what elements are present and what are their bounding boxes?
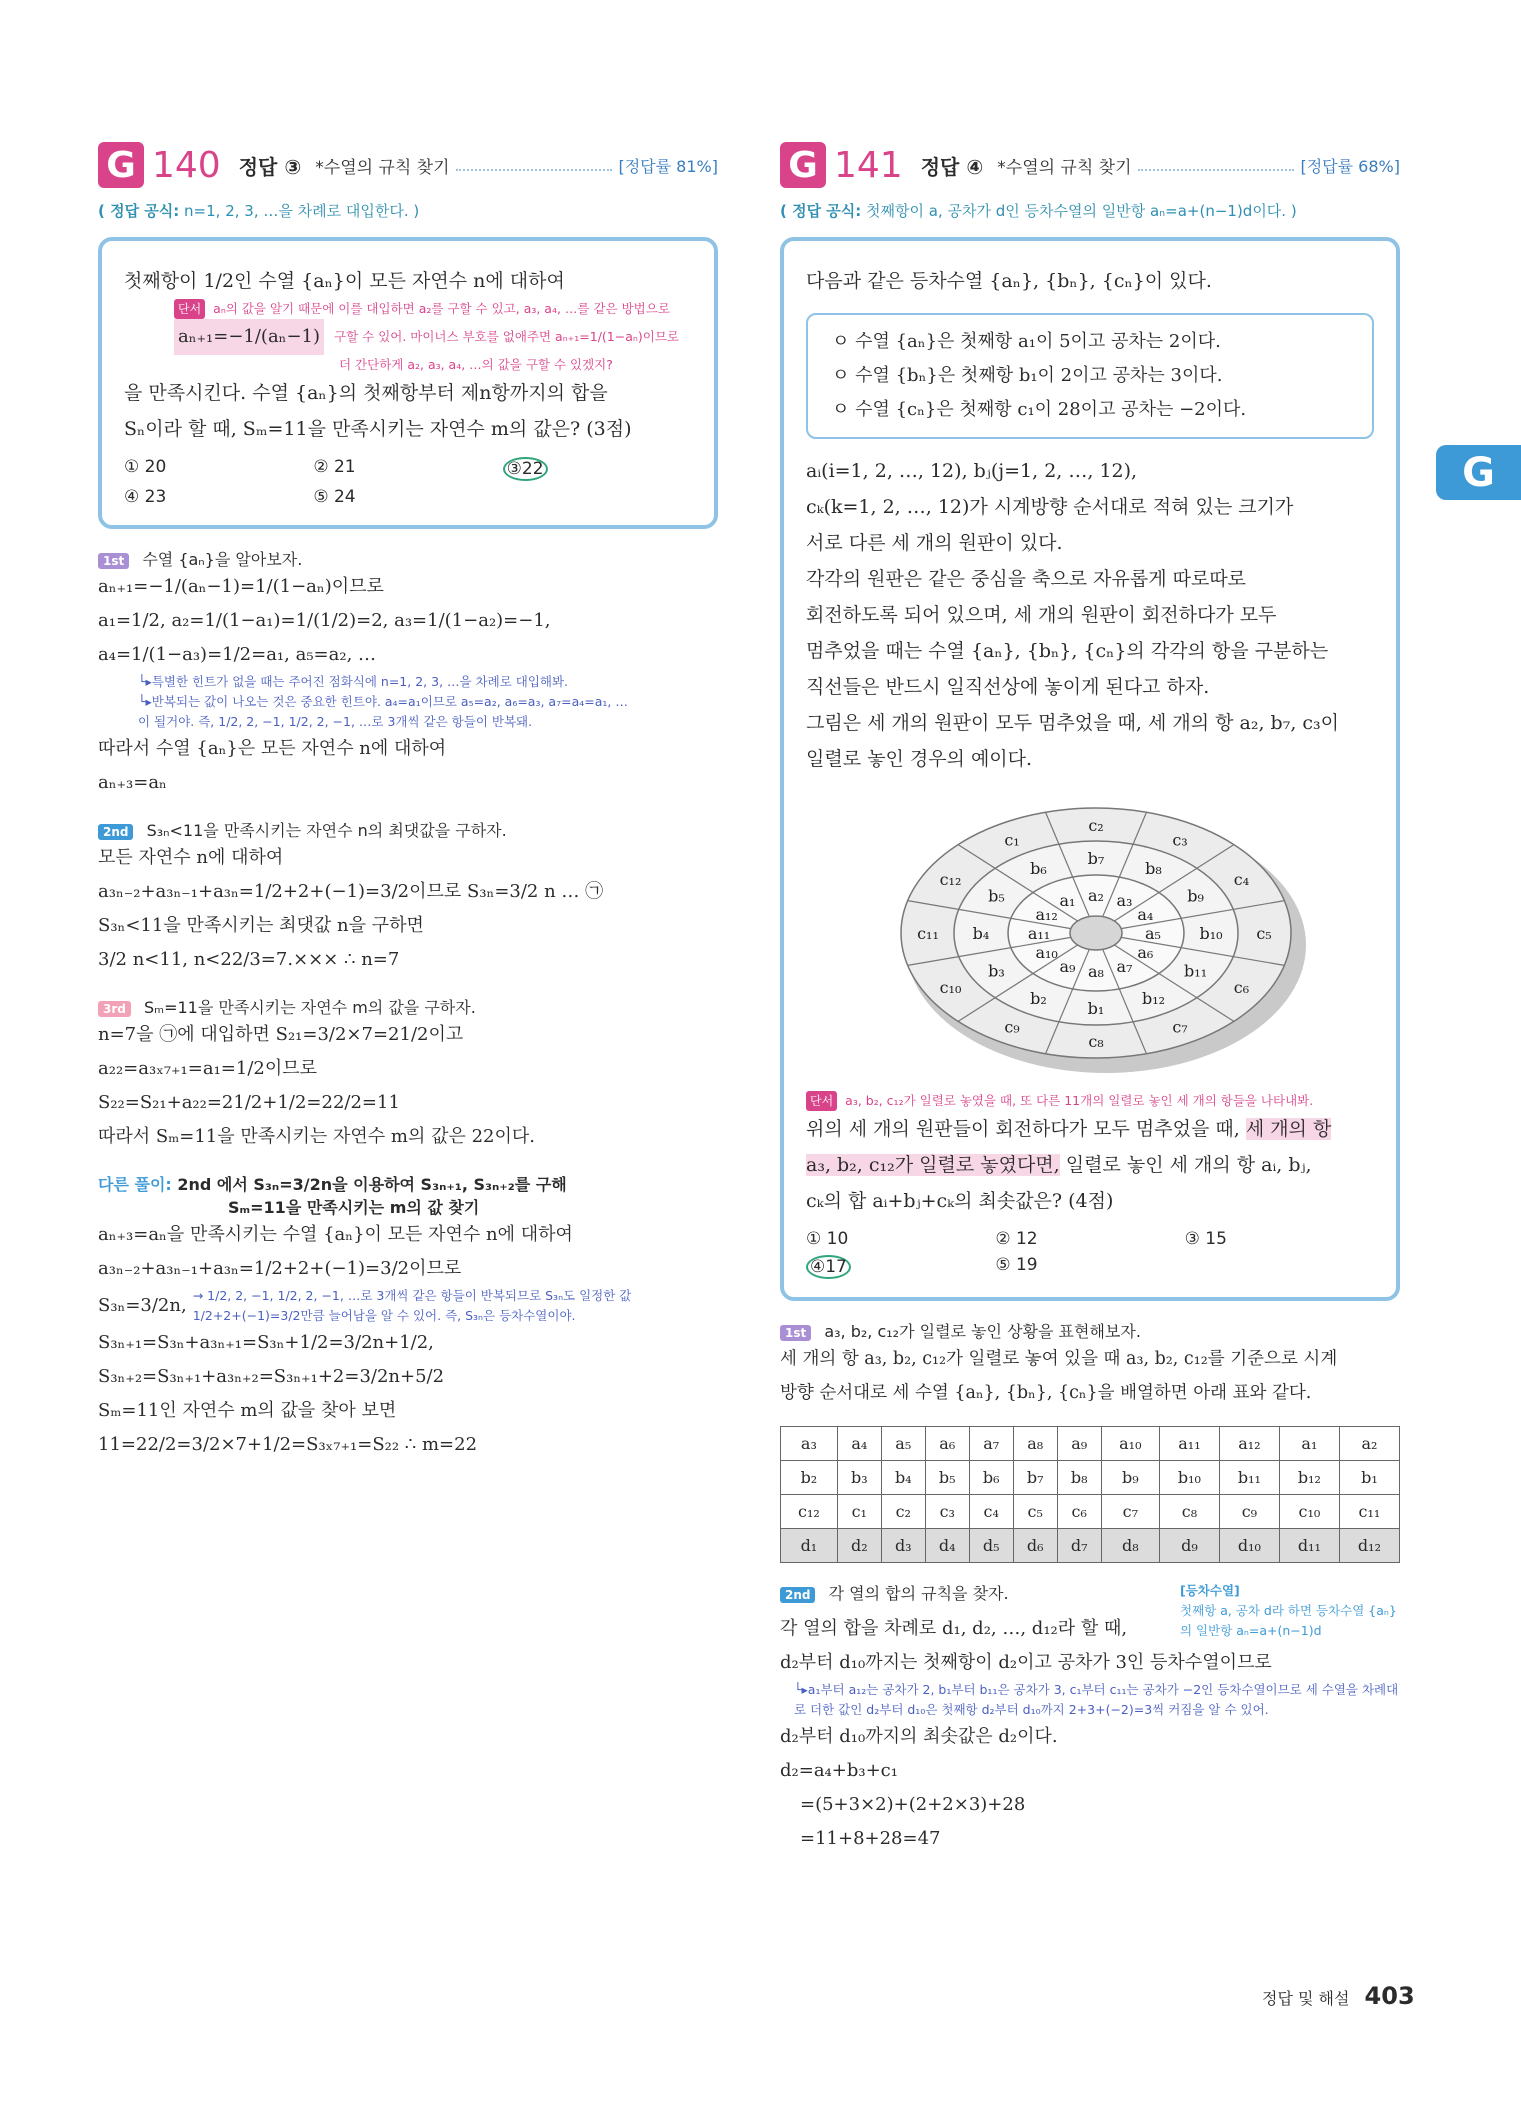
table-cell: b₂ [781,1461,838,1495]
alt-notes [193,1286,632,1326]
disc-c-label: c₂ [1088,816,1104,835]
question-line [806,1147,1374,1183]
disc-a-label: a₁₁ [1027,924,1051,943]
disc-b-label: b₃ [988,961,1005,981]
disc-a-label: a₂ [1088,886,1104,905]
side-note: 1/2+2+(−1)=3/2만큼 늘어남을 알 수 있어. 즉, S₃ₙ은 등차수열이야. [192,1308,576,1323]
table-cell: c₄ [969,1495,1013,1529]
answer-label: 정답 ④ [920,154,984,179]
disc-c-label: c₈ [1088,1032,1104,1051]
table-cell: a₂ [1339,1427,1399,1461]
table-cell: c₉ [1219,1495,1279,1529]
table-cell: a₆ [925,1427,969,1461]
table-cell: b₆ [969,1461,1013,1495]
sequence-table [780,1426,1400,1563]
disc-c-label: c₉ [1004,1017,1020,1037]
formula-text: 첫째항이 a, 공차가 d인 등차수열의 일반항 aₙ=a+(n−1)d이다. ) [866,202,1297,220]
highlighted-text: 세 개의 항 [1245,1118,1332,1140]
accuracy-rate: [정답률 68%] [1300,156,1400,176]
step-tag: 1st [98,553,129,569]
answer-choices [124,457,692,507]
alt-heading: 2nd 에서 S₃ₙ=3/2n을 이용하여 S₃ₙ₊₁, S₃ₙ₊₂를 구해 [177,1175,567,1194]
table-cell: c₃ [925,1495,969,1529]
table-cell: d₁₂ [1339,1529,1399,1563]
table-cell: c₁₀ [1279,1495,1339,1529]
side-note: └▸반복되는 값이 나오는 것은 중요한 힌트야. a₄=a₁이므로 a₅=a₂, a₆=a₃, a₇=a₄=a₁, … [138,694,628,709]
solution-line: 3/2 n<11, n<22/3=7.××× ∴ n=7 [98,949,400,970]
disc-c-label: c₆ [1233,978,1250,997]
disc-b-label: b₆ [1030,859,1047,879]
disc-b-label: b₂ [1030,988,1047,1008]
solution-line: S₃ₙ₊₂=S₃ₙ₊₁+a₃ₙ₊₂=S₃ₙ₊₁+2=3/2n+5/2 [98,1366,445,1387]
disc-a-label: a₁₂ [1035,905,1058,924]
disc-b-label: b₁₁ [1184,961,1208,981]
topic-label: *수열의 규칙 찾기 [315,157,450,178]
step-1st [98,547,718,800]
formula-text: n=1, 2, 3, …을 차례로 대입한다. ) [184,202,420,220]
solution-line: 세 개의 항 a₃, b₂, c₁₂가 일렬로 놓여 있을 때 a₃, b₂, c₁₂를 기준으로 시계 [780,1349,1338,1369]
highlighted-text: a₃, b₂, c₁₂가 일렬로 놓였다면, [806,1154,1060,1176]
question-line: 그림은 세 개의 원판이 모두 멈추었을 때, 세 개의 항 a₂, b₇, c₃이 [806,712,1340,734]
disc-a-label: a₉ [1059,956,1076,976]
rotating-discs-figure [806,785,1376,1085]
table-cell: b₇ [1013,1461,1057,1495]
disc-a-label: a₈ [1088,962,1104,981]
table-cell: a₇ [969,1427,1013,1461]
table-cell: a₁₂ [1219,1427,1279,1461]
hint-tag: 단서 [174,299,205,319]
table-cell: b₁₁ [1219,1461,1279,1495]
alternative-solution [98,1172,718,1462]
table-cell: d₇ [1057,1529,1101,1563]
footer-label: 정답 및 해설 [1262,1989,1350,2008]
table-cell: b₅ [925,1461,969,1495]
solution-line: S₃ₙ=3/2n, [98,1295,187,1316]
alt-row [98,1286,718,1326]
table-cell: c₇ [1101,1495,1159,1529]
table-cell: a₅ [881,1427,925,1461]
step-title: S₃ₙ<11을 만족시키는 자연수 n의 최댓값을 구하자. [146,821,507,840]
disc-c-label: c₅ [1256,924,1272,943]
side-note-box [1180,1581,1400,1641]
condition-item: ㅇ 수열 {aₙ}은 첫째항 a₁이 5이고 공차는 2이다. [832,331,1221,352]
hint-text: 구할 수 있어. 마이너스 부호를 없애주면 aₙ₊₁=1/(1−aₙ)이므로 [334,329,679,344]
solution-line: d₂=a₄+b₃+c₁ [780,1760,898,1781]
step-tag: 3rd [98,1001,131,1017]
table-cell: d₁₁ [1279,1529,1339,1563]
problem-number: 141 [834,144,903,186]
condition-item: ㅇ 수열 {cₙ}은 첫째항 c₁이 28이고 공차는 −2이다. [832,399,1247,420]
alt-heading: Sₘ=11을 만족시키는 m의 값 찾기 [228,1198,480,1217]
table-row [781,1529,1400,1563]
condition-item: ㅇ 수열 {bₙ}은 첫째항 b₁이 2이고 공차는 3이다. [832,365,1223,386]
problem-header [98,140,718,190]
step-title: a₃, b₂, c₁₂가 일렬로 놓인 상황을 표현해보자. [824,1322,1141,1341]
table-row [781,1461,1400,1495]
table-cell: d₂ [837,1529,881,1563]
table-cell: a₁₀ [1101,1427,1159,1461]
table-cell: c₁₂ [781,1495,838,1529]
accuracy-rate: [정답률 81%] [618,156,718,176]
solution-line: S₂₂=S₂₁+a₂₂=21/2+1/2=22/2=11 [98,1092,400,1113]
side-note-title: [등차수열] [1180,1583,1240,1598]
disc-c-label: c₁₀ [939,978,962,997]
solution-line: aₙ₊₁=−1/(aₙ−1)=1/(1−aₙ)이므로 [98,576,384,597]
solution-line: =11+8+28=47 [800,1828,941,1849]
center-hub [1070,916,1122,950]
step-tag: 2nd [780,1587,815,1603]
question-line: 회전하도록 되어 있으며, 세 개의 원판이 회전하다가 모두 [806,604,1277,626]
choice-4 [806,1255,995,1279]
disc-b-label: b₅ [988,886,1005,906]
condition-box [806,313,1374,439]
step-2nd [98,818,718,977]
table-cell: d₉ [1159,1529,1219,1563]
disc-a-label: a₄ [1137,905,1154,924]
problem-number: 140 [152,144,221,186]
choice-5: ⑤ 24 [313,487,356,507]
problem-141 [780,140,1400,1856]
answer-label: 정답 ③ [238,154,302,179]
page-number: 403 [1364,1982,1415,2010]
answer-formula [780,200,1400,221]
solution-line: n=7을 ㉠에 대입하면 S₂₁=3/2×7=21/2이고 [98,1024,464,1045]
question-line: 첫째항이 1/2인 수열 {aₙ}이 모든 자연수 n에 대하여 [124,270,565,292]
disc-c-label: c₁₂ [939,870,962,889]
question-line [806,1111,1374,1147]
disc-a-label: a₇ [1116,956,1133,976]
step-3rd [98,995,718,1154]
question-line: 을 만족시킨다. 수열 {aₙ}의 첫째항부터 제n항까지의 합을 [124,382,608,404]
disc-c-label: c₇ [1172,1017,1188,1037]
disc-b-label: b₇ [1087,849,1105,868]
solution-line: 따라서 Sₘ=11을 만족시키는 자연수 m의 값은 22이다. [98,1126,535,1147]
question-line: 직선들은 반드시 일직선상에 놓이게 된다고 하자. [806,676,1210,698]
page-footer [1262,1982,1415,2010]
table-cell: d₁ [781,1529,838,1563]
solution-line: Sₘ=11인 자연수 m의 값을 찾아 보면 [98,1400,397,1421]
question-text: 위의 세 개의 원판들이 회전하다가 모두 멈추었을 때, [806,1118,1240,1140]
question-line: 일렬로 놓인 경우의 예이다. [806,748,1033,770]
solution-line: S₃ₙ₊₁=S₃ₙ+a₃ₙ₊₁=S₃ₙ+1/2=3/2n+1/2, [98,1332,434,1353]
table-cell: b₈ [1057,1461,1101,1495]
disc-a-label: a₁ [1059,891,1076,911]
solution-line: a₁=1/2, a₂=1/(1−a₁)=1/(1/2)=2, a₃=1/(1−a₂)=−1, [98,610,551,631]
choice-5: ⑤ 19 [995,1255,1038,1275]
table-cell: b₁ [1339,1461,1399,1495]
table-cell: a₃ [781,1427,838,1461]
chapter-tab: G [1436,445,1521,500]
answer-formula [98,200,718,221]
side-note: 이 될거야. 즉, 1/2, 2, −1, 1/2, 2, −1, …로 3개씩 같은 항들이 반복돼. [138,714,533,729]
step-title: 각 열의 합의 규칙을 찾자. [828,1584,1009,1603]
disc-a-label: a₆ [1137,943,1154,962]
table-cell: d₃ [881,1529,925,1563]
side-note: → 1/2, 2, −1, 1/2, 2, −1, …로 3개씩 같은 항들이 반복되므로 S₃ₙ도 일정한 값 [192,1288,632,1303]
hint-text: a₃, b₂, c₁₂가 일렬로 놓였을 때, 또 다른 11개의 일렬로 놓인 세 개의 항들을 나타내봐. [845,1093,1314,1108]
alt-label: 다른 풀이: [98,1175,172,1194]
topic-label: *수열의 규칙 찾기 [997,157,1132,178]
disc-b-label: b₈ [1145,859,1162,879]
table-cell: a₁ [1279,1427,1339,1461]
hint-text: 더 간단하게 a₂, a₃, a₄, …의 값을 구할 수 있겠지? [339,357,613,372]
hint [806,1091,1374,1111]
side-note-text: 첫째항 a, 공차 d라 하면 등차수열 {aₙ}의 일반항 aₙ=a+(n−1)d [1180,1603,1397,1638]
solution-line: S₃ₙ<11을 만족시키는 최댓값 n을 구하면 [98,915,424,936]
table-cell: b₁₂ [1279,1461,1339,1495]
table-cell: b₄ [881,1461,925,1495]
table-cell: b₉ [1101,1461,1159,1495]
question-line: cₖ의 합 aᵢ+bⱼ+cₖ의 최솟값은? (4점) [806,1190,1114,1212]
question-line: 멈추었을 때는 수열 {aₙ}, {bₙ}, {cₙ}의 각각의 항을 구분하는 [806,640,1329,662]
solution-line: 각 열의 합을 차례로 d₁, d₂, …, d₁₂라 할 때, [780,1618,1128,1639]
disc-a-label: a₅ [1145,924,1161,943]
solution-line: a₃ₙ₋₂+a₃ₙ₋₁+a₃ₙ=1/2+2+(−1)=3/2이므로 S₃ₙ=3/2 n … ㉠ [98,881,604,902]
disc-b-label: b₉ [1187,886,1204,906]
question-line: 각각의 원판은 같은 중심을 축으로 자유롭게 따로따로 [806,568,1247,590]
hint [124,299,692,319]
choice-2: ② 21 [313,457,356,477]
solution-line: a₂₂=a₃ₓ₇₊₁=a₁=1/2이므로 [98,1058,317,1079]
question-line: 서로 다른 세 개의 원판이 있다. [806,532,1063,554]
choice-1: ① 10 [806,1229,849,1249]
side-note: └▸a₁부터 a₁₂는 공차가 2, b₁부터 b₁₁은 공차가 3, c₁부터 c₁₁는 공차가 −2인 등차수열이므로 세 수열을 차례대로 더한 값인 d₂부터 d₁₀은 첫째항 d₂부터 d₁₀까지 2+3+(−2)=3씩 커짐을 알 수 있어. [794,1682,1399,1717]
hint-text: aₙ의 값을 알기 때문에 이를 대입하면 a₂를 구할 수 있고, a₃, a₄, …를 같은 방법으로 [213,301,670,316]
table-cell: c₁ [837,1495,881,1529]
formula-label: ( 정답 공식: [780,202,862,220]
solution-line: a₃ₙ₋₂+a₃ₙ₋₁+a₃ₙ=1/2+2+(−1)=3/2이므로 [98,1258,462,1279]
table-cell: a₉ [1057,1427,1101,1461]
disc-b-label: b₁₀ [1199,924,1223,943]
table-cell: d₁₀ [1219,1529,1279,1563]
problem-header [780,140,1400,190]
solution-line: 따라서 수열 {aₙ}은 모든 자연수 n에 대하여 [98,738,447,759]
table-cell: d₈ [1101,1529,1159,1563]
table-cell: d₆ [1013,1529,1057,1563]
disc-b-label: b₁ [1087,999,1105,1018]
solution-line: =(5+3×2)+(2+2×3)+28 [800,1794,1026,1815]
solution-line: aₙ₊₃=aₙ [98,772,167,793]
table-cell: a₄ [837,1427,881,1461]
step-tag: 1st [780,1325,811,1341]
hint-tag: 단서 [806,1091,837,1111]
question-line: 다음과 같은 등차수열 {aₙ}, {bₙ}, {cₙ}이 있다. [806,270,1212,292]
formula-label: ( 정답 공식: [98,202,180,220]
table-cell: d₅ [969,1529,1013,1563]
chapter-badge: G [780,142,826,188]
choice-4: ④ 23 [124,487,167,507]
correct-choice-mark: ③22 [503,457,548,481]
table-cell: c₈ [1159,1495,1219,1529]
solution-line: a₄=1/(1−a₃)=1/2=a₁, a₅=a₂, … [98,644,377,665]
question-line: aᵢ(i=1, 2, …, 12), bⱼ(j=1, 2, …, 12), [806,460,1138,482]
table-row [781,1495,1400,1529]
step-tag: 2nd [98,824,133,840]
step-title: Sₘ=11을 만족시키는 자연수 m의 값을 구하자. [143,998,476,1017]
solution-line: 방향 순서대로 세 수열 {aₙ}, {bₙ}, {cₙ}을 배열하면 아래 표와 같다. [780,1383,1312,1403]
disc-b-label: b₁₂ [1141,988,1166,1008]
problem-140 [98,140,718,1462]
disc-c-label: c₃ [1172,830,1188,850]
solution-line: d₂부터 d₁₀까지의 최솟값은 d₂이다. [780,1726,1058,1747]
table-row [781,1427,1400,1461]
choice-2: ② 12 [995,1229,1038,1249]
choice-3 [503,457,692,481]
question-line: cₖ(k=1, 2, …, 12)가 시계방향 순서대로 적혀 있는 크기가 [806,496,1294,518]
question-line: Sₙ이라 할 때, Sₘ=11을 만족시키는 자연수 m의 값은? (3점) [124,418,632,440]
table-cell: b₃ [837,1461,881,1495]
correct-choice-mark: ④17 [806,1255,851,1279]
step-1st [780,1319,1400,1563]
equation-row [124,319,692,355]
disc-b-label: b₄ [972,924,990,943]
question-box [780,237,1400,1301]
answer-choices [806,1229,1374,1279]
table-cell: d₄ [925,1529,969,1563]
choice-1: ① 20 [124,457,167,477]
question-box [98,237,718,529]
solution-line: 모든 자연수 n에 대하여 [98,847,284,868]
leader-dots [1138,159,1295,171]
choice-3: ③ 15 [1184,1229,1227,1249]
disc-a-label: a₁₀ [1035,943,1058,962]
disc-c-label: c₁₁ [917,924,939,943]
table-cell: c₁₁ [1339,1495,1399,1529]
table-cell: c₅ [1013,1495,1057,1529]
table-cell: c₆ [1057,1495,1101,1529]
step-title: 수열 {aₙ}을 알아보자. [142,550,303,569]
disc-c-label: c₄ [1233,870,1250,889]
solution-line: aₙ₊₃=aₙ을 만족시키는 수열 {aₙ}이 모든 자연수 n에 대하여 [98,1224,573,1245]
table-cell: a₈ [1013,1427,1057,1461]
disc-c-label: c₁ [1004,830,1020,850]
table-cell: c₂ [881,1495,925,1529]
disc-a-label: a₃ [1116,891,1133,911]
solution-line: 11=22/2=3/2×7+1/2=S₃ₓ₇₊₁=S₂₂ ∴ m=22 [98,1434,478,1455]
table-cell: b₁₀ [1159,1461,1219,1495]
step-2nd [780,1581,1400,1856]
alt-title [98,1172,718,1195]
question-text: 일렬로 놓인 세 개의 항 aᵢ, bⱼ, [1065,1154,1312,1176]
table-cell: a₁₁ [1159,1427,1219,1461]
recurrence-equation: aₙ₊₁=−1/(aₙ−1) [174,319,324,355]
chapter-badge: G [98,142,144,188]
solution-line: d₂부터 d₁₀까지는 첫째항이 d₂이고 공차가 3인 등차수열이므로 [780,1652,1272,1673]
side-note: └▸특별한 힌트가 없을 때는 주어진 점화식에 n=1, 2, 3, …을 차례로 대입해봐. [138,674,569,689]
leader-dots [456,159,613,171]
